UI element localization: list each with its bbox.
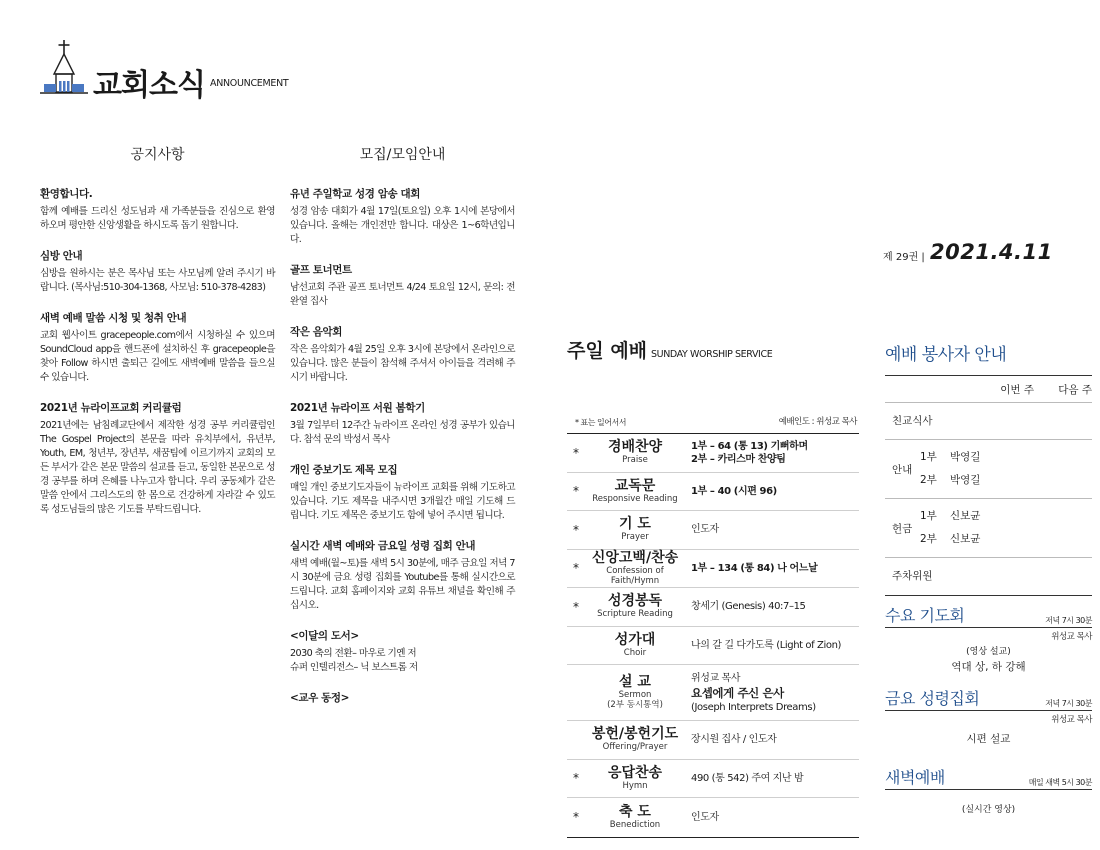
order-name-note: (2부 동시통역) [607,700,663,710]
notice-item [40,400,275,517]
order-name-en: Offering/Prayer [602,742,668,753]
notice-item [40,310,275,385]
order-name: 성가대 [614,631,656,648]
recruit-body: 3월 7일부터 12주간 뉴라이프 온라인 성경 공부가 있습니다. 참석 문의 박성서 목사 [290,420,515,445]
recruit-title: <이달의 도서> [290,630,359,642]
order-detail: 1부 – 40 (시편 96) [691,485,777,497]
order-detail: 창세기 (Genesis) 40:7–15 [691,601,806,613]
dawn-time: 매일 새벽 5시 30분 [1028,778,1092,787]
stand-marker: * [573,484,579,499]
notice-title: 2021년 뉴라이프교회 커리큘럼 [40,402,182,414]
order-name: 축 도 [619,803,651,820]
friday-title: 금요 성령집회 [885,689,980,708]
notices-section [40,144,275,532]
wednesday-leader: 위성교 목사 [1051,632,1092,642]
notice-body: 2021년에는 남침례교단에서 제작한 성경 공부 커리큘럼인 The Gospel Project의 본문을 따라 유치부에서, 유년부, Youth, EM, 청년부, 장년부, 새꿈팀에 이르기까지 교회의 모든 부서가 같은 본문 말씀의 설교를 듣고, 동일한 본문으로 성경 공부를 하며 은혜를 나누고자 합니다. 우리 공동체가 같은 말씀 안에서 그리스도의 한 몸으로 건강하게 자라갈 수 있도록 성도님들의 많은 기도를 부탁드립니다. [40,420,275,515]
order-detail: 인도자 [691,811,719,823]
order-name-en: Praise [622,455,648,466]
recruit-title: 2021년 뉴라이프 서원 봄학기 [290,402,425,414]
friday-leader: 위성교 목사 [1051,715,1092,725]
worship-order-list [567,433,859,838]
service-row-parking: 주차위원 [892,570,933,582]
order-detail: 인도자 [691,524,719,536]
order-detail: 2부 – 카리스마 찬양팀 [691,453,786,465]
worship-row [567,627,859,666]
recruit-body: 새벽 예배(월~토)를 새벽 5시 30분에, 매주 금요일 저녁 7시 30분에 금요 성령 집회를 Youtube를 통해 실시간으로 드립니다. 교회 홈페이지와 교회 유튜브 채널을 확인해 주십시오. [290,558,515,611]
order-name: 기 도 [619,516,651,533]
worship-row [567,721,859,760]
notice-item [40,186,275,233]
recruit-item [290,262,515,309]
offering-line: 2부 신보균 [920,533,981,545]
col-next-week: 다음 주 [1058,383,1092,396]
order-detail: 장시원 집사 / 인도자 [691,734,777,746]
order-name-en: Hymn [622,780,648,791]
order-name-en: Confession of Faith/Hymn [606,565,664,586]
order-name: 설 교 [619,674,651,690]
recruit-body: 남선교회 주관 골프 토너먼트 4/24 토요일 12시, 문의: 전완열 집사 [290,282,515,307]
col-this-week: 이번 주 [1000,383,1034,396]
recruit-section [290,144,515,720]
recruit-item [290,628,515,675]
order-name: 봉헌/봉헌기도 [591,726,679,743]
order-name-en: Scripture Reading [597,609,673,620]
dawn-title: 새벽예배 [885,768,945,787]
order-detail: 1부 – 64 (통 13) 기뻐하며 [691,440,808,452]
notice-body: 함께 예배를 드리신 성도님과 새 가족분들을 진심으로 환영하오며 평안한 신앙생활을 하시도록 돕기 원합니다. [40,206,275,231]
order-name: 신앙고백/찬송 [591,549,679,566]
issue-date: 2021.4.11 [930,240,1053,264]
wednesday-title: 수요 기도회 [885,606,965,625]
offering-name: 신보균 [950,510,981,522]
stand-marker: * [573,522,579,537]
wednesday-prayer-section [885,603,1092,674]
worship-row [567,434,859,473]
recruit-title: 작은 음악회 [290,326,342,338]
recruit-title: 실시간 새벽 예배와 금요일 성령 집회 안내 [290,540,476,552]
notice-title: 환영합니다. [40,188,93,200]
service-table [885,375,1092,596]
order-name-en: Sermon [618,690,652,700]
recruit-heading: 모집/모임안내 [359,147,446,163]
stand-marker: * [573,810,579,825]
offering-name: 신보균 [950,533,981,545]
worship-row [567,473,859,512]
order-detail: 490 (통 542) 주여 지난 밤 [691,772,804,784]
recruit-body: 매일 개인 중보기도자들이 뉴라이프 교회를 위해 기도하고 있습니다. 기도 제목을 내주시면 3개월간 매일 기도해 드립니다. 기도 제목은 중보기도 함에 넣어 주시면 됩니다. [290,482,515,521]
recruit-item [290,690,515,705]
order-name: 성경봉독 [607,593,663,610]
worship-section [567,336,859,838]
worship-row [567,798,859,837]
service-header-row [885,376,1092,403]
worship-notes [567,415,859,429]
wednesday-note: (영상 설교) [966,647,1011,657]
issue-number: 제 29권 | [883,252,925,263]
recruit-item [290,324,515,385]
header-title: 교회소식 [93,68,205,103]
order-detail: 나의 갈 길 다가도록 (Light of Zion) [691,639,842,651]
header-subtitle: ANNOUNCEMENT [210,78,289,89]
offering-line: 1부 신보균 [920,510,981,522]
service-title: 예배 봉사자 안내 [885,345,1007,365]
order-name: 응답찬송 [607,764,663,781]
worship-row [567,588,859,627]
service-row-usher [885,440,1092,499]
usher-label: 안내 [892,463,913,476]
recruit-title: 골프 토너먼트 [290,264,352,276]
recruit-title: <교우 동정> [290,692,350,704]
dawn-service-section [885,765,1092,817]
order-name-en: Benediction [609,819,661,830]
friday-meeting-section [885,686,1092,746]
worship-row [567,665,859,721]
usher-name: 박영길 [950,474,981,486]
order-detail: 위성교 목사 [691,672,741,684]
service-volunteers [885,340,1092,596]
worship-leader-note: 예배인도 : 위성교 목사 [778,417,857,427]
recruit-body: 작은 음악회가 4월 25일 오후 3시에 본당에서 온라인으로 있습니다. 많은 분들이 참석해 주셔서 아이들을 격려해 주시기 바랍니다. [290,344,515,383]
recruit-body: 성경 암송 대회가 4월 17일(토요일) 오후 1시에 본당에서 있습니다. 올해는 개인전만 합니다. 대상은 1~6학년입니다. [290,206,515,245]
order-name-en: Prayer [621,532,649,543]
order-name: 경배찬양 [607,439,663,456]
stand-marker: * [573,445,579,460]
usher-name: 박영길 [950,451,981,463]
wednesday-time: 저녁 7시 30분 [1045,616,1092,625]
recruit-item [290,462,515,523]
usher-line: 1부 박영길 [920,451,981,463]
notices-heading: 공지사항 [130,147,185,163]
recruit-title: 개인 중보기도 제목 모집 [290,464,398,476]
recruit-title: 유년 주일학교 성경 암송 대회 [290,188,420,200]
order-name-en: Responsive Reading [592,493,678,504]
notice-body: 심방을 원하시는 분은 목사님 또는 사모님께 알려 주시기 바랍니다. (목사님:510-304-1368, 사모님: 510-378-4283) [40,268,275,293]
friday-time: 저녁 7시 30분 [1045,699,1092,708]
friday-text: 시편 설교 [966,733,1011,745]
service-row-offering [885,499,1092,558]
usher-line: 2부 박영길 [920,474,981,486]
order-name-en: Choir [623,647,647,658]
recruit-item [290,400,515,447]
service-row-fellowship: 친교식사 [885,403,1092,440]
order-detail: (Joseph Interprets Dreams) [691,701,816,713]
worship-title: 주일 예배 [567,340,648,362]
notice-item [40,248,275,295]
notice-title: 새벽 예배 말씀 시청 및 청취 안내 [40,312,187,324]
recruit-body: 2030 축의 전환– 마우로 기옌 저 슈퍼 인텔리전스– 닉 보스트롬 저 [290,648,418,673]
notice-title: 심방 안내 [40,250,83,262]
worship-row [567,511,859,550]
dawn-note: (실시간 영상) [961,805,1016,815]
worship-title-en: SUNDAY WORSHIP SERVICE [651,349,773,360]
wednesday-text: 역대 상, 하 강해 [951,661,1026,673]
recruit-item [290,186,515,247]
notice-body: 교회 웹사이트 gracepeople.com에서 시청하실 수 있으며 SoundCloud app을 핸드폰에 설치하신 후 gracepeople을 찾아 Follow 하시면 출퇴근 길에도 새벽예배 말씀을 들으실 수 있습니다. [40,330,275,383]
stand-marker: * [573,771,579,786]
worship-heading [567,336,859,363]
order-detail: 요셉에게 주신 은사 [691,685,784,700]
worship-row [567,550,859,589]
church-logo-icon [40,40,88,98]
stand-marker: * [573,599,579,614]
order-name: 교독문 [614,477,656,494]
stand-marker: * [573,561,579,576]
worship-note-standing: * 표는 일어서서 [575,418,626,427]
recruit-item [290,538,515,613]
order-detail: 1부 – 134 (통 84) 나 어느날 [691,562,818,574]
offering-label: 헌금 [892,522,913,535]
worship-row [567,760,859,799]
